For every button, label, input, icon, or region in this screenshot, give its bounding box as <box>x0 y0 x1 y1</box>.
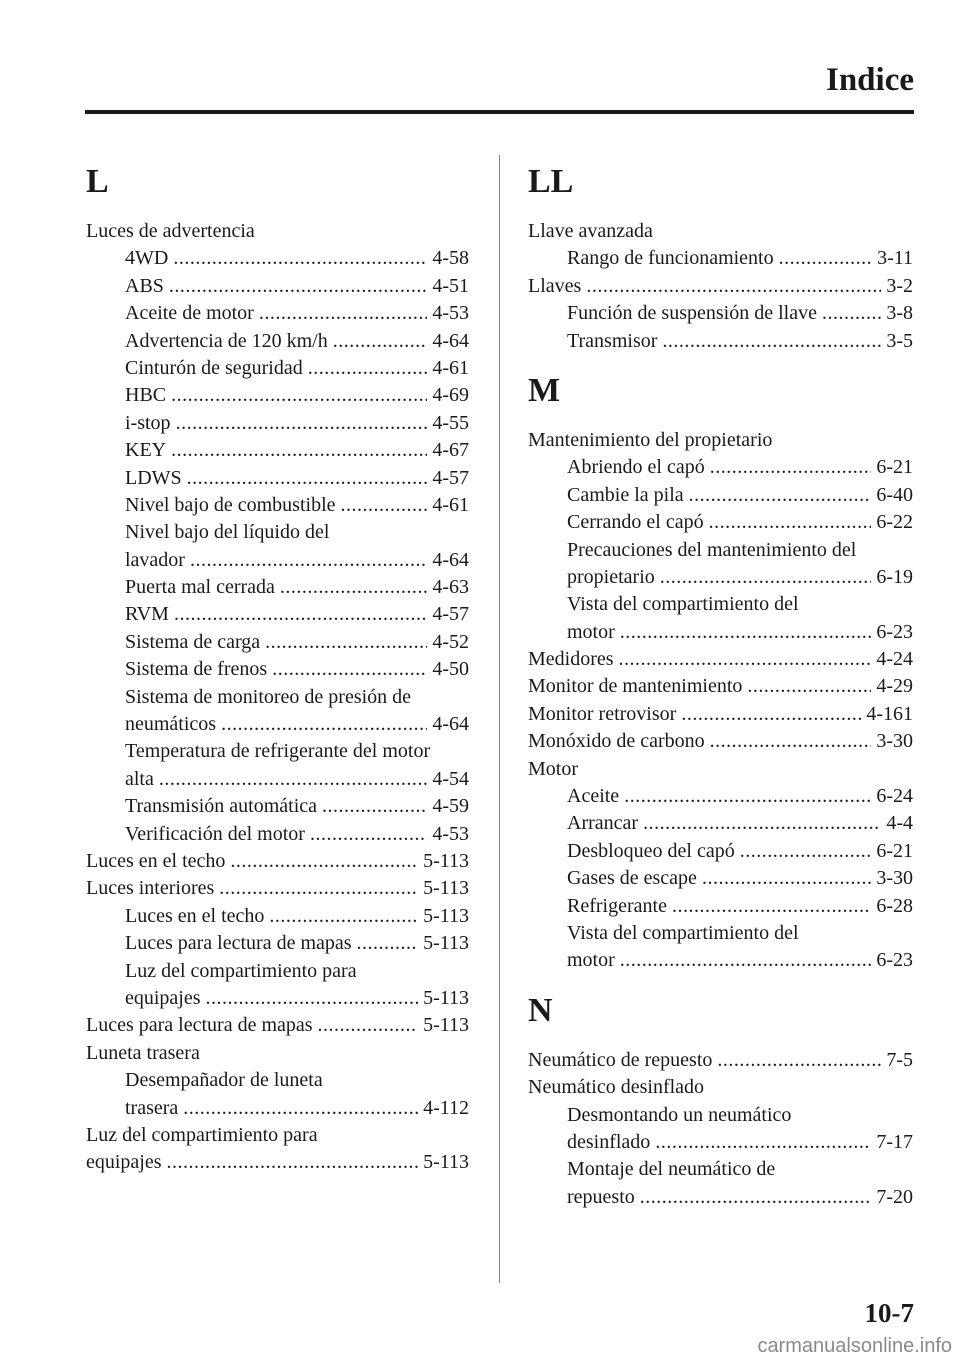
index-subentry <box>86 574 469 601</box>
entry-page-ref: 3-5 <box>886 329 913 352</box>
entry-text: Luces de advertencia <box>86 220 255 242</box>
entry-text: Desmontando un neumático <box>567 1103 792 1126</box>
entry-page-ref: 4-24 <box>876 648 913 671</box>
entry-text: Desempañador de luneta <box>125 1069 323 1092</box>
entry-text: Nivel bajo del líquido del <box>125 521 330 544</box>
entry-text: Montaje del neumático de <box>567 1158 776 1181</box>
entry-page-ref: 6-40 <box>876 483 913 506</box>
entry-text: Puerta mal cerrada <box>125 576 275 599</box>
section-letter: LL <box>528 163 574 200</box>
dot-leader <box>357 930 419 957</box>
dot-leader <box>341 492 428 519</box>
entry-text: Luces en el techo <box>86 849 226 872</box>
entry-page-ref: 3-2 <box>886 274 913 297</box>
index-subentry <box>86 656 469 683</box>
index-subentry <box>528 920 913 947</box>
index-entry <box>86 1012 469 1039</box>
entry-text: Luces en el techo <box>125 904 265 927</box>
entry-page-ref: 6-28 <box>876 894 913 917</box>
dot-leader <box>681 701 861 728</box>
entry-page-ref: 4-69 <box>432 384 469 407</box>
entry-page-ref: 4-51 <box>432 274 469 297</box>
entry-page-ref: 4-53 <box>432 302 469 325</box>
entry-text: desinflado <box>567 1130 651 1153</box>
dot-leader <box>171 382 427 409</box>
dot-leader <box>171 437 427 464</box>
index-subentry <box>86 930 469 957</box>
index-subentry <box>528 838 913 865</box>
index-subentry <box>528 454 913 481</box>
index-subentry <box>86 245 469 272</box>
dot-leader <box>702 865 871 892</box>
entry-page-ref: 7-5 <box>886 1048 913 1071</box>
index-entry <box>528 646 913 673</box>
entry-page-ref: 6-23 <box>876 949 913 972</box>
dot-leader <box>672 893 871 920</box>
header-rule <box>85 110 914 114</box>
dot-leader <box>822 300 881 327</box>
index-subentry <box>86 547 469 574</box>
entry-page-ref: 5-113 <box>423 932 469 955</box>
entry-text: motor <box>567 620 615 643</box>
entry-page-ref: 4-64 <box>432 713 469 736</box>
index-subentry <box>528 865 913 892</box>
dot-leader <box>167 1149 419 1176</box>
entry-text: Llave avanzada <box>528 220 653 242</box>
entry-text: Cerrando el capó <box>567 511 704 534</box>
entry-page-ref: 6-19 <box>876 565 913 588</box>
dot-leader <box>779 245 872 272</box>
entry-page-ref: 4-59 <box>432 795 469 818</box>
dot-leader <box>322 793 427 820</box>
entry-page-ref: 5-113 <box>423 877 469 900</box>
entry-page-ref: 4-57 <box>432 603 469 626</box>
entry-page-ref: 4-64 <box>432 548 469 571</box>
entry-text: Temperatura de refrigerante del motor <box>125 740 431 763</box>
index-subentry <box>86 766 469 793</box>
dot-leader <box>586 273 881 300</box>
index-subentry <box>528 328 913 355</box>
dot-leader <box>318 1012 419 1039</box>
entry-page-ref: 6-22 <box>876 511 913 534</box>
entry-page-ref: 3-30 <box>876 730 913 753</box>
index-subentry <box>86 492 469 519</box>
dot-leader <box>174 601 427 628</box>
index-subentry <box>528 619 913 646</box>
index-subentry <box>86 903 469 930</box>
index-entry <box>528 218 913 245</box>
entry-text: Advertencia de 120 km/h <box>125 329 328 352</box>
index-subentry <box>86 629 469 656</box>
entry-page-ref: 4-57 <box>432 466 469 489</box>
entry-text: Motor <box>528 757 578 780</box>
entry-text: alta <box>125 767 154 790</box>
entry-text: Abriendo el capó <box>567 456 705 479</box>
entry-page-ref: 3-30 <box>876 867 913 890</box>
index-entry <box>528 701 913 728</box>
index-subentry <box>86 437 469 464</box>
index-subentry <box>86 519 469 546</box>
index-section <box>86 162 469 1177</box>
entry-text: Arrancar <box>567 812 639 835</box>
index-subentry <box>528 245 913 272</box>
entry-text: Monóxido de carbono <box>528 730 705 753</box>
dot-leader <box>710 728 872 755</box>
entry-page-ref: 4-55 <box>432 411 469 434</box>
index-subentry <box>86 684 469 711</box>
entry-page-ref: 4-112 <box>423 1096 469 1119</box>
entry-page-ref: 6-21 <box>876 839 913 862</box>
index-subentry <box>528 893 913 920</box>
index-subentry <box>528 509 913 536</box>
entry-text: Transmisión automática <box>125 795 318 818</box>
index-section <box>528 162 913 355</box>
dot-leader <box>624 783 871 810</box>
entry-text: LDWS <box>125 466 182 489</box>
section-letter: M <box>528 371 561 409</box>
entry-page-ref: 4-61 <box>432 356 469 379</box>
dot-leader <box>710 454 872 481</box>
entry-page-ref: 5-113 <box>423 986 469 1009</box>
dot-leader <box>689 482 872 509</box>
index-subentry <box>86 1067 469 1094</box>
dot-leader <box>619 646 872 673</box>
dot-leader <box>176 410 428 437</box>
dot-leader <box>159 766 427 793</box>
dot-leader <box>662 328 881 355</box>
entry-text: Luneta trasera <box>86 1041 200 1064</box>
entry-text: RVM <box>125 603 169 626</box>
index-subentry <box>86 355 469 382</box>
dot-leader <box>310 821 427 848</box>
index-entry <box>86 1149 469 1176</box>
entry-page-ref: 6-21 <box>876 456 913 479</box>
entry-text: neumáticos <box>125 713 217 736</box>
entry-page-ref: 4-64 <box>432 329 469 352</box>
index-subentry <box>86 711 469 738</box>
dot-leader <box>280 574 427 601</box>
index-entry <box>528 756 913 783</box>
index-subentry <box>86 300 469 327</box>
index-subentry <box>528 1129 913 1156</box>
index-subentry <box>86 793 469 820</box>
entry-page-ref: 4-61 <box>432 493 469 516</box>
entry-text: Neumático desinflado <box>528 1076 705 1099</box>
dot-leader <box>272 656 427 683</box>
entry-page-ref: 6-23 <box>876 620 913 643</box>
column-divider <box>499 155 500 1283</box>
entry-page-ref: 4-29 <box>876 675 913 698</box>
entry-text: Desbloqueo del capó <box>567 839 735 862</box>
entry-page-ref: 6-24 <box>876 785 913 808</box>
dot-leader <box>206 985 419 1012</box>
dot-leader <box>219 875 418 902</box>
entry-page-ref: 4-50 <box>432 658 469 681</box>
entry-text: Vista del compartimiento del <box>567 593 799 616</box>
dot-leader <box>173 245 427 272</box>
index-entry <box>86 875 469 902</box>
page-title: Indice <box>825 62 914 98</box>
entry-text: Medidores <box>528 648 614 671</box>
index-entry <box>528 273 913 300</box>
entry-page-ref: 7-20 <box>876 1185 913 1208</box>
entry-text: Mantenimiento del propietario <box>528 428 773 451</box>
index-subentry <box>86 1095 469 1122</box>
dot-leader <box>717 1047 881 1074</box>
entry-text: propietario <box>567 565 655 588</box>
entry-text: Cinturón de seguridad <box>125 356 303 379</box>
entry-text: Sistema de monitoreo de presión de <box>125 685 412 708</box>
entry-text: Nivel bajo de combustible <box>125 493 336 516</box>
dot-leader <box>620 947 872 974</box>
index-column-right <box>528 162 913 1227</box>
dot-leader <box>709 509 872 536</box>
index-subentry <box>86 382 469 409</box>
index-subentry <box>528 482 913 509</box>
index-subentry <box>86 738 469 765</box>
entry-text: Luces para lectura de mapas <box>125 932 352 955</box>
section-letter: N <box>528 991 553 1029</box>
entry-page-ref: 3-11 <box>877 247 913 270</box>
index-subentry <box>528 537 913 564</box>
index-subentry <box>86 821 469 848</box>
dot-leader <box>187 465 428 492</box>
entry-page-ref: 4-52 <box>432 630 469 653</box>
entry-text: Función de suspensión de llave <box>567 302 817 325</box>
entry-text: Gases de escape <box>567 867 697 890</box>
entry-text: repuesto <box>567 1185 635 1208</box>
dot-leader <box>169 273 427 300</box>
entry-text: lavador <box>125 548 185 571</box>
index-subentry <box>528 591 913 618</box>
index-section <box>528 991 913 1211</box>
index-subentry <box>86 958 469 985</box>
entry-text: Llaves <box>528 274 582 297</box>
dot-leader <box>620 619 872 646</box>
entry-page-ref: 5-113 <box>423 849 469 872</box>
entry-text: Neumático de repuesto <box>528 1048 713 1071</box>
entry-text: Aceite <box>567 785 620 808</box>
dot-leader <box>333 328 428 355</box>
entry-text: Vista del compartimiento del <box>567 921 799 944</box>
entry-text: Luz del compartimiento para <box>86 1123 318 1146</box>
dot-leader <box>643 810 881 837</box>
index-entry <box>86 218 469 245</box>
entry-page-ref: 4-54 <box>432 767 469 790</box>
dot-leader <box>640 1184 872 1211</box>
entry-page-ref: 4-58 <box>432 247 469 270</box>
index-subentry <box>528 300 913 327</box>
entry-text: Cambie la pila <box>567 483 684 506</box>
index-entry <box>528 728 913 755</box>
entry-text: Luces interiores <box>86 877 215 900</box>
index-subentry <box>528 1184 913 1211</box>
dot-leader <box>660 564 872 591</box>
index-subentry <box>86 601 469 628</box>
index-subentry <box>528 810 913 837</box>
dot-leader <box>230 848 418 875</box>
entry-text: Precauciones del mantenimiento del <box>567 538 857 561</box>
dot-leader <box>308 355 428 382</box>
entry-page-ref: 3-8 <box>886 302 913 325</box>
entry-text: equipajes <box>86 1151 162 1174</box>
index-subentry <box>528 947 913 974</box>
entry-text: ABS <box>125 274 164 297</box>
entry-text: Monitor de mantenimiento <box>528 675 743 698</box>
index-entry <box>86 1040 469 1067</box>
index-column-left <box>86 162 469 1193</box>
index-subentry <box>86 328 469 355</box>
entry-text: equipajes <box>125 986 201 1009</box>
entry-text: Verificación del motor <box>125 822 305 845</box>
entry-text: Rango de funcionamiento <box>567 247 774 270</box>
index-subentry <box>86 465 469 492</box>
entry-page-ref: 4-67 <box>432 439 469 462</box>
entry-text: 4WD <box>125 247 169 270</box>
index-subentry <box>86 410 469 437</box>
entry-text: Aceite de motor <box>125 302 254 325</box>
index-section <box>528 371 913 975</box>
index-subentry <box>528 564 913 591</box>
entry-page-ref: 4-53 <box>432 822 469 845</box>
dot-leader <box>259 300 427 327</box>
entry-page-ref: 4-63 <box>432 576 469 599</box>
index-entry <box>86 1122 469 1149</box>
entry-page-ref: 4-4 <box>886 812 913 835</box>
page-number: 10-7 <box>864 1298 914 1328</box>
entry-text: Sistema de carga <box>125 630 261 653</box>
index-subentry <box>528 783 913 810</box>
index-entry <box>86 848 469 875</box>
index-subentry <box>528 1156 913 1183</box>
index-entry <box>528 673 913 700</box>
entry-page-ref: 5-113 <box>423 1014 469 1037</box>
index-entry <box>528 427 913 454</box>
entry-text: KEY <box>125 439 167 462</box>
dot-leader <box>747 673 871 700</box>
entry-text: Sistema de frenos <box>125 658 268 681</box>
dot-leader <box>183 1095 418 1122</box>
index-subentry <box>86 273 469 300</box>
watermark: carmanualsonline.info <box>757 1335 952 1357</box>
entry-text: i-stop <box>125 411 171 434</box>
entry-text: motor <box>567 949 615 972</box>
dot-leader <box>269 903 418 930</box>
entry-text: Transmisor <box>567 329 658 352</box>
entry-text: Luz del compartimiento para <box>125 959 357 982</box>
entry-page-ref: 7-17 <box>876 1130 913 1153</box>
dot-leader <box>265 629 427 656</box>
section-letter: L <box>86 163 109 200</box>
dot-leader <box>221 711 427 738</box>
index-subentry <box>528 1102 913 1129</box>
entry-page-ref: 5-113 <box>423 904 469 927</box>
entry-text: HBC <box>125 384 167 407</box>
index-subentry <box>86 985 469 1012</box>
entry-text: trasera <box>125 1096 179 1119</box>
dot-leader <box>740 838 872 865</box>
index-entry <box>528 1074 913 1101</box>
dot-leader <box>655 1129 871 1156</box>
entry-text: Monitor retrovisor <box>528 702 677 725</box>
dot-leader <box>190 547 427 574</box>
index-entry <box>528 1047 913 1074</box>
entry-page-ref: 5-113 <box>423 1151 469 1174</box>
entry-text: Refrigerante <box>567 894 667 917</box>
entry-page-ref: 4-161 <box>866 702 913 725</box>
entry-text: Luces para lectura de mapas <box>86 1014 313 1037</box>
